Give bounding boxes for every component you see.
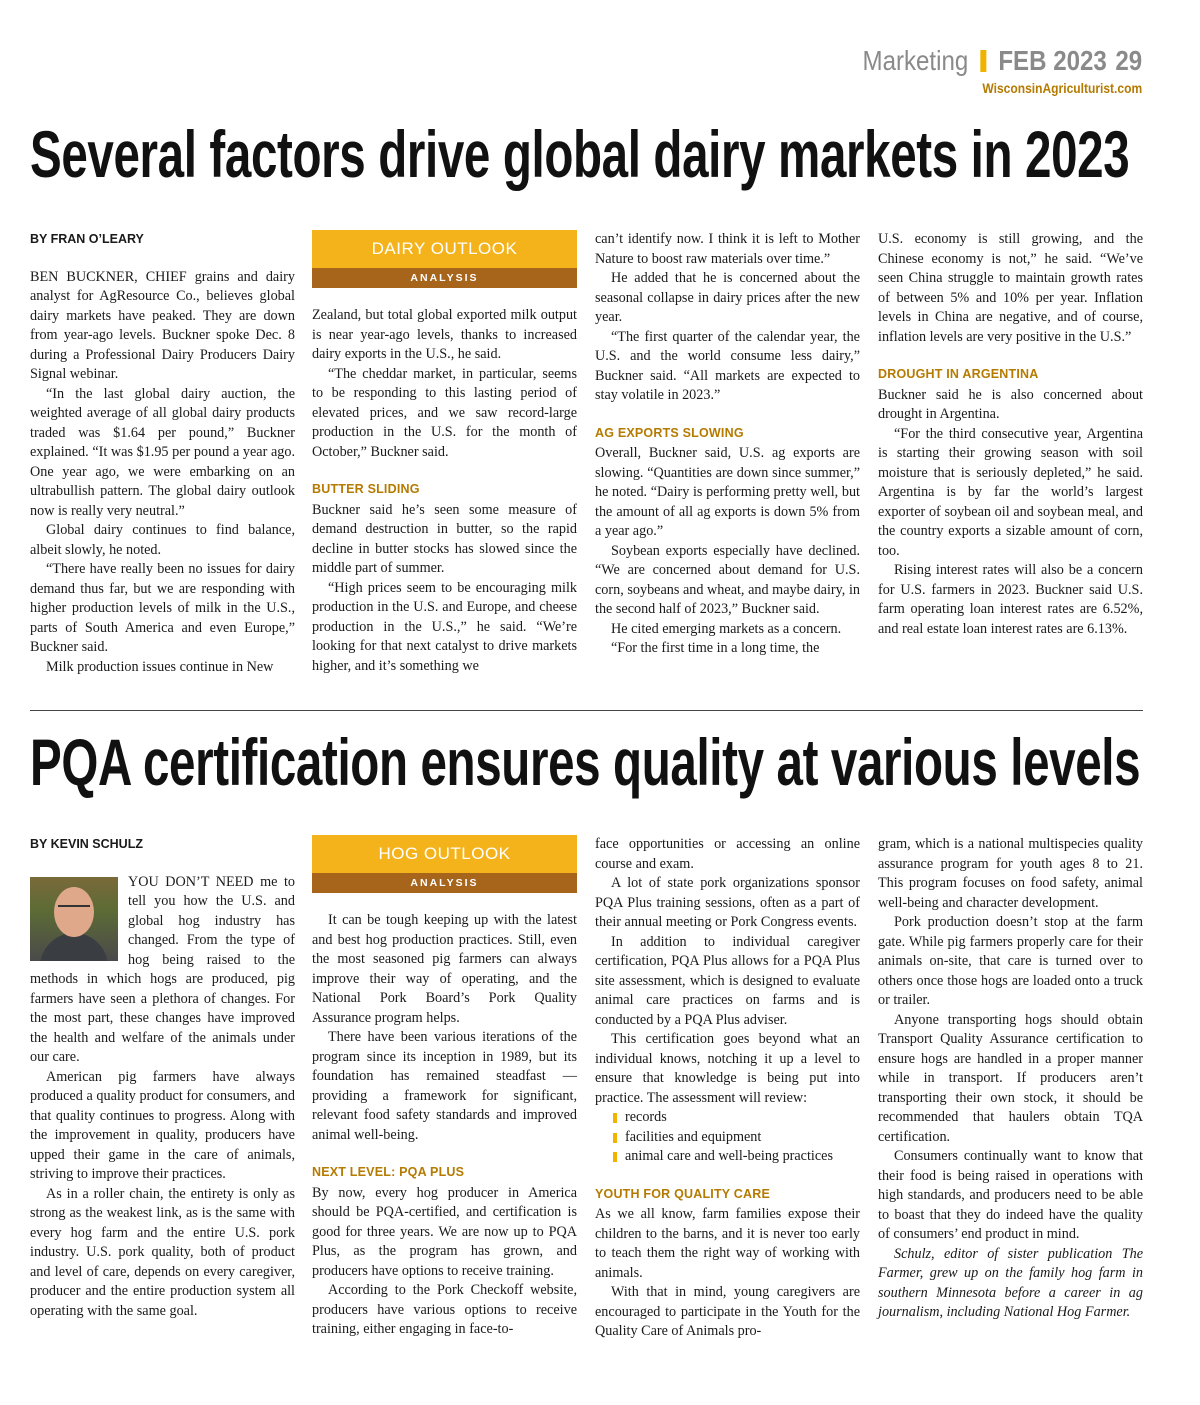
article2-paragraph: There have been various iterations of the program since its inception in 1989, but its foundation has remained steadfast — providing a framework for significant, relevant food safety standards and improved animal well-being. <box>312 1029 577 1143</box>
subhead-youth-quality: YOUTH FOR QUALITY CARE <box>595 1186 771 1201</box>
article1-paragraph: can’t identify now. I think it is left to Mother Nature to boost raw materials over time.” <box>595 231 860 267</box>
article1-column-4 <box>878 230 1143 639</box>
article1-paragraph: Soybean exports especially have declined. “We are concerned about demand for U.S. corn, soybeans and wheat, and maybe dairy, in the second half of 2023,” Buckner said. <box>595 542 860 617</box>
article1-paragraph: “For the third consecutive year, Argentina is starting their growing season with soil moisture that is seriously depleted,” he said. Argentina is by far the world’s largest exporter of soybean oil and soybean meal, and the country exports a sizable amount of corn, too. <box>878 425 1143 559</box>
article1-paragraph: Overall, Buckner said, U.S. ag exports are slowing. “Quantities are down since summer,” he noted. “Dairy is performing pretty well, but the amount of all ag exports is down 5% from a year ago.” <box>595 445 860 539</box>
article2-paragraph: Pork production doesn’t stop at the farm gate. While pig farmers properly care for their animals on-site, that care is turned over to others once those hogs are loaded onto a truck or trailer. <box>878 914 1143 1008</box>
article2-paragraph: By now, every hog producer in America should be PQA-certified, and certification is good for three years. We are now up to PQA Plus, as the program has grown, and producers have options to receive training. <box>312 1184 577 1279</box>
article1-paragraph: He added that he is concerned about the seasonal collapse in dairy prices after the new year. <box>595 270 860 325</box>
article1-paragraph: U.S. economy is still growing, and the Chinese economy is not,” he said. “We’ve seen China struggle to maintain growth rates of between 5% and 10% per year. Inflation levels in China are negative, and of course, inflation levels are very positive in the U.S.” <box>878 231 1143 345</box>
hog-outlook-badge <box>312 835 577 893</box>
subhead-next-level: NEXT LEVEL: PQA PLUS <box>312 1165 465 1179</box>
article2-paragraph: Anyone transporting hogs should obtain Transport Quality Assurance certification to ensure hogs are handled in a proper manner while in transport. If producers aren’t transporting their own stock, it should be recommended that haulers obtain TQA certification. <box>878 1011 1143 1145</box>
page-number: 29 <box>1115 45 1142 76</box>
article2-column-4 <box>878 835 1143 1323</box>
article2-lead-text: me to tell you how the U.S. and global hog industry has changed. From the type of hog being raised to the methods in which hogs are produced, pig farmers have seen a plethora of changes. For the most part, these changes have improved the health and welfare of the animals under our care. <box>30 873 295 1065</box>
article1-lead-caps: BEN BUCKNER, CHIEF <box>30 268 187 285</box>
article-divider <box>30 710 1143 711</box>
masthead <box>817 44 1142 96</box>
badge-subtitle: ANALYSIS <box>312 873 577 893</box>
badge-title: HOG OUTLOOK <box>312 835 577 873</box>
masthead-accent-bar <box>980 50 986 72</box>
badge-subtitle: ANALYSIS <box>312 268 577 288</box>
article1-paragraph: “For the first time in a long time, the <box>611 640 820 656</box>
article1-paragraph: Buckner said he is also concerned about drought in Argentina. <box>878 386 1143 422</box>
article2-byline: BY KEVIN SCHULZ <box>30 837 143 851</box>
article1-headline: Several factors drive global dairy markets in 2023 <box>30 117 1130 191</box>
article2-lead-caps: YOU DON’T NEED <box>128 873 254 890</box>
article1-byline: BY FRAN O’LEARY <box>30 232 144 246</box>
article2-column-2 <box>312 835 577 1340</box>
article1-paragraph: “The cheddar market, in particular, seems to be responding to this lasting period of elevated prices, and we saw record-large production in the U.S. for the month of October,” Buckner said. <box>312 365 577 460</box>
article1-lead-text: grains and dairy analyst for AgResource Co., believes global dairy markets have peaked. They are down from year-ago levels. Buckner spoke Dec. 8 during a Professional Dairy Producers Dairy Signal webinar. <box>30 268 295 382</box>
article2-paragraph: A lot of state pork organizations sponsor PQA Plus training sessions, often as a part of their annual meeting or Pork Congress events. <box>595 875 860 930</box>
article2-column-3 <box>595 835 860 1342</box>
article2-paragraph: According to the Pork Checkoff website, producers have various options to receive training, either engaging in face-to- <box>312 1282 577 1337</box>
article2-paragraph: With that in mind, young caregivers are encouraged to participate in the Youth for the Quality Care of Animals pro- <box>595 1284 860 1339</box>
article1-column-1 <box>30 230 295 677</box>
article2-paragraph: As we all know, farm families expose their children to the barns, and it is never too early to teach them the right way of working with animals. <box>595 1206 860 1281</box>
article1-paragraph: Global dairy continues to find balance, albeit slowly, he noted. <box>30 522 295 558</box>
article2-paragraph: As in a roller chain, the entirety is only as strong as the weakest link, as is the same with every hog farm and the entire U.S. pork industry. U.S. pork quality, both of product and level of care, depends on every caregiver, producer and the entire production system all operating with the same goal. <box>30 1185 295 1319</box>
subhead-ag-exports: AG EXPORTS SLOWING <box>595 425 744 440</box>
article1-paragraph: Rising interest rates will also be a concern for U.S. farmers in 2023. Buckner said U.S. farm operating loan interest rates are 6.52%, and real estate loan interest rates are 6.13%. <box>878 562 1143 637</box>
issue-date: FEB 2023 <box>998 45 1107 76</box>
article1-paragraph: “In the last global dairy auction, the weighted average of all global dairy products traded was $1.64 per pound,” Buckner explained. “It was $1.95 per pound a year ago. One year ago, we were embarking on an ultrabullish pattern. The global dairy outlook now is really very neutral.” <box>30 385 295 519</box>
article1-paragraph: “There have really been no issues for dairy demand thus far, but we are responding with higher production levels of milk in the U.S., parts of South America and even Europe,” Buckner said. <box>30 561 295 655</box>
article2-paragraph: In addition to individual caregiver certification, PQA Plus allows for a PQA Plus site assessment, which is designed to evaluate animal care practices on farms and is conducted by a PQA Plus adviser. <box>595 933 860 1028</box>
article2-paragraph: This certification goes beyond what an individual knows, notching it up a level to ensure that knowledge is being put into practice. The assessment will review: <box>595 1031 860 1106</box>
list-item: animal care and well-being practices <box>613 1147 860 1167</box>
article2-paragraph: It can be tough keeping up with the latest and best hog production practices. Still, even the most seasoned pig farmers can always improve their way of operating, and the National Pork Board’s Pork Quality Assurance program helps. <box>312 912 577 1026</box>
list-item: facilities and equipment <box>613 1128 860 1148</box>
badge-title: DAIRY OUTLOOK <box>312 230 577 268</box>
article1-column-2 <box>312 230 577 676</box>
author-bio: Schulz, editor of sister publication The Farmer, grew up on the family hog farm in southern Minnesota before a career in ag journalism, including National Hog Farmer. <box>878 1245 1143 1320</box>
article2-paragraph: Consumers continually want to know that their food is being raised in operations with high standards, and producers need to be able to boast that they do indeed have the quality of consumers’ end product in mind. <box>878 1148 1143 1242</box>
subhead-butter-sliding: BUTTER SLIDING <box>312 482 420 496</box>
article1-paragraph: “The first quarter of the calendar year, the U.S. and the world consume less dairy,” Buckner said. “All markets are expected to stay volatile in 2023.” <box>595 328 860 403</box>
article2-paragraph: American pig farmers have always produced a quality product for consumers, and that quality continues to progress. Along with the improvement in quality, producers have upped their game in the care of animals, striving to improve their practices. <box>30 1068 295 1182</box>
article1-column-3 <box>595 230 860 659</box>
article2-column-1 <box>30 835 295 1321</box>
article1-paragraph <box>30 268 295 385</box>
article1-paragraph: Milk production issues continue in New <box>46 658 274 675</box>
article2-headline: PQA certification ensures quality at various levels <box>30 725 1141 799</box>
article2-paragraph: gram, which is a national multispecies quality assurance program for youth ages 8 to 21. This program focuses on food safety, animal well-being and character development. <box>878 836 1143 911</box>
list-item: records <box>613 1108 860 1128</box>
author-photo <box>30 877 118 961</box>
article1-paragraph: Zealand, but total global exported milk output is near year-ago levels, thanks to increased dairy exports in the U.S., he said. <box>312 307 577 362</box>
dairy-outlook-badge <box>312 230 577 288</box>
assessment-list <box>613 1108 860 1167</box>
masthead-line <box>862 44 1142 78</box>
article1-paragraph: He cited emerging markets as a concern. <box>611 620 842 637</box>
article1-paragraph: “High prices seem to be encouraging milk production in the U.S. and Europe, and cheese production in the U.S.,” he said. “We’re looking for that next catalyst to drive markets higher, and it’s something we <box>312 579 577 674</box>
article2-paragraph: face opportunities or accessing an online course and exam. <box>595 836 860 872</box>
article1-paragraph: Buckner said he’s seen some measure of demand destruction in butter, so the rapid decline in butter stocks has slowed since the middle part of summer. <box>312 501 577 576</box>
subhead-drought-argentina: DROUGHT IN ARGENTINA <box>878 367 1039 381</box>
section-label: Marketing <box>862 45 969 76</box>
site-url: WisconsinAgriculturist.com <box>982 80 1142 96</box>
